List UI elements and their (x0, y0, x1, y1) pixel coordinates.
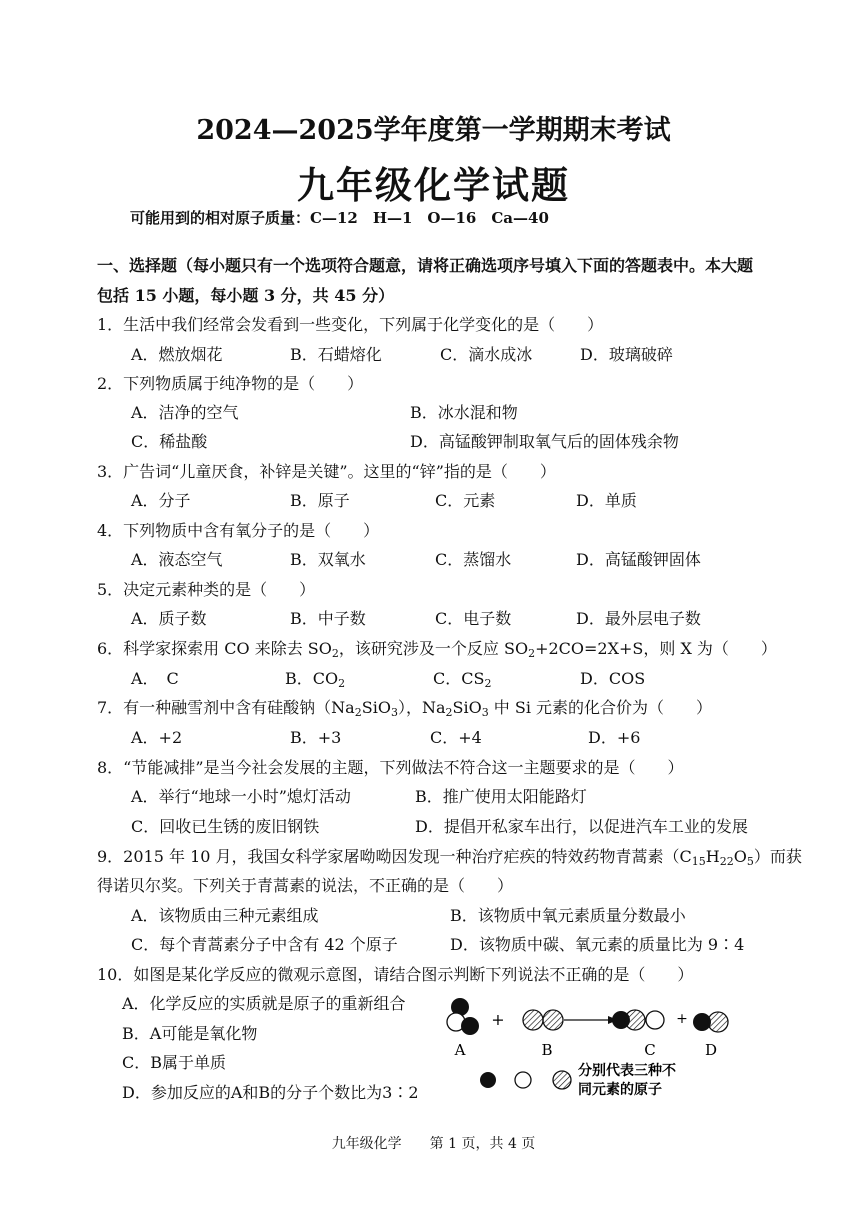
hatched-atom-icon (625, 1010, 645, 1030)
q6-option-a: A． C (131, 669, 179, 688)
section-heading-line2: 包括 15 小题，每小题 3 分，共 45 分） (97, 286, 395, 305)
q10-option-b: B．A可能是氧化物 (122, 1024, 258, 1043)
q8-option-b: B．推广使用太阳能路灯 (415, 787, 587, 806)
q9-option-c: C．每个青蒿素分子中含有 42 个原子 (131, 935, 398, 954)
label-c: C (644, 1041, 656, 1059)
q7-option-a: A．+2 (131, 728, 183, 747)
legend-white-atom-icon (515, 1072, 531, 1088)
q5-option-b: B．中子数 (290, 609, 366, 628)
question-7-stem: 7．有一种融雪剂中含有硅酸钠$(Na_2SiO_3)$，$Na_2SiO_3$ 中 Si 元素的化合价为（ ） (97, 698, 713, 719)
question-8-stem: 8．“节能减排”是当今社会发展的主题，下列做法不符合这一主题要求的是（ ） (97, 758, 684, 777)
atomic-masses: 可能用到的相对原子质量：C—12 H—1 O—16 Ca—40 (130, 209, 549, 227)
q3-option-d: D．单质 (576, 491, 637, 510)
q3-option-b: B．原子 (290, 491, 350, 510)
molecule-c (612, 1010, 664, 1030)
q4-option-b: B．双氧水 (290, 550, 366, 569)
page-footer: 九年级化学 第 1 页，共 4 页 (331, 1136, 536, 1152)
reaction-diagram (430, 995, 750, 1100)
q6-option-c: C．$CS_2$ (433, 669, 492, 690)
q7-option-d: D．+6 (588, 728, 641, 747)
question-6-stem: 6．科学家探索用 CO 来除去 $SO_2$，该研究涉及一个反应 $SO_2+2CO=2X+S$，则 X 为（ ） (97, 639, 777, 660)
question-4-stem: 4．下列物质中含有氧分子的是（ ） (97, 521, 380, 540)
q1-option-b: B．石蜡熔化 (290, 345, 382, 364)
molecule-a (447, 998, 479, 1035)
q1-option-c: C．滴水成冰 (440, 345, 533, 364)
label-d: D (704, 1041, 718, 1059)
question-2-stem: 2．下列物质属于纯净物的是（ ） (97, 374, 364, 393)
q7-option-b: B．+3 (290, 728, 342, 747)
q8-option-a: A．举行“地球一小时”熄灯活动 (131, 787, 351, 806)
q6-option-d: D．COS (580, 669, 646, 688)
molecule-d (693, 1012, 728, 1032)
label-a: A (454, 1041, 466, 1059)
q4-option-c: C．蒸馏水 (435, 550, 512, 569)
q9-option-d: D．该物质中碳、氧元素的质量比为 9∶4 (450, 935, 745, 954)
q8-option-d: D．提倡开私家车出行，以促进汽车工业的发展 (415, 817, 748, 836)
q5-option-a: A．质子数 (131, 609, 207, 628)
q10-option-a: A．化学反应的实质就是原子的重新组合 (122, 994, 406, 1013)
hatched-atom-icon (543, 1010, 563, 1030)
q9-option-a: A．该物质由三种元素组成 (131, 906, 319, 925)
question-5-stem: 5．决定元素种类的是（ ） (97, 580, 316, 599)
q2-option-a: A．洁净的空气 (131, 403, 239, 422)
q2-option-c: C．稀盐酸 (131, 432, 208, 451)
question-3-stem: 3．广告词“儿童厌食，补锌是关键”。这里的“锌”指的是（ ） (97, 462, 556, 481)
label-b: B (541, 1041, 553, 1059)
legend-text-line2: 同元素的原子 (578, 1082, 662, 1098)
q6-option-b: B．$CO_2$ (285, 669, 346, 690)
q2-option-d: D．高锰酸钾制取氧气后的固体残余物 (410, 432, 679, 451)
question-10-stem: 10．如图是某化学反应的微观示意图，请结合图示判断下列说法不正确的是（ ） (97, 965, 694, 984)
question-9-stem-line2: 得诺贝尔奖。下列关于青蒿素的说法，不正确的是（ ） (97, 876, 514, 895)
q2-option-b: B．冰水混和物 (410, 403, 518, 422)
exam-subtitle: 九年级化学试题 (297, 163, 570, 207)
q10-option-c: C．B属于单质 (122, 1053, 227, 1072)
white-atom-icon (646, 1011, 664, 1029)
q9-option-b: B．该物质中氧元素质量分数最小 (450, 906, 686, 925)
q1-option-d: D．玻璃破碎 (580, 345, 673, 364)
plus-sign-2: + (676, 1011, 688, 1027)
q3-option-c: C．元素 (435, 491, 496, 510)
q8-option-c: C．回收已生锈的废旧钢铁 (131, 817, 320, 836)
q5-option-c: C．电子数 (435, 609, 512, 628)
q1-option-a: A．燃放烟花 (131, 345, 223, 364)
molecule-b (523, 1010, 563, 1030)
legend-black-atom-icon (480, 1072, 496, 1088)
legend-text-line1: 分别代表三种不 (578, 1063, 676, 1079)
q3-option-a: A．分子 (131, 491, 191, 510)
q10-option-d: D．参加反应的A和B的分子个数比为3∶2 (122, 1083, 419, 1102)
question-1-stem: 1．生活中我们经常会发看到一些变化，下列属于化学变化的是（ ） (97, 315, 604, 334)
section-heading-line1: 一、选择题（每小题只有一个选项符合题意，请将正确选项序号填入下面的答题表中。本大题 (97, 256, 754, 275)
q4-option-d: D．高锰酸钾固体 (576, 550, 701, 569)
plus-sign-1: + (491, 1010, 505, 1029)
q7-option-c: C．+4 (430, 728, 482, 747)
question-9-stem: 9．2015 年 10 月，我国女科学家屠呦呦因发现一种治疗疟疾的特效药物青蒿素$(C_{15}H_{22}O_5)$而获 (97, 847, 802, 868)
exam-title: 2024—2025学年度第一学期期末考试 (196, 115, 671, 146)
q4-option-a: A．液态空气 (131, 550, 223, 569)
hatched-atom-icon (708, 1012, 728, 1032)
black-atom-icon (461, 1017, 479, 1035)
hatched-atom-icon (523, 1010, 543, 1030)
legend-hatched-atom-icon (553, 1071, 571, 1089)
q5-option-d: D．最外层电子数 (576, 609, 701, 628)
